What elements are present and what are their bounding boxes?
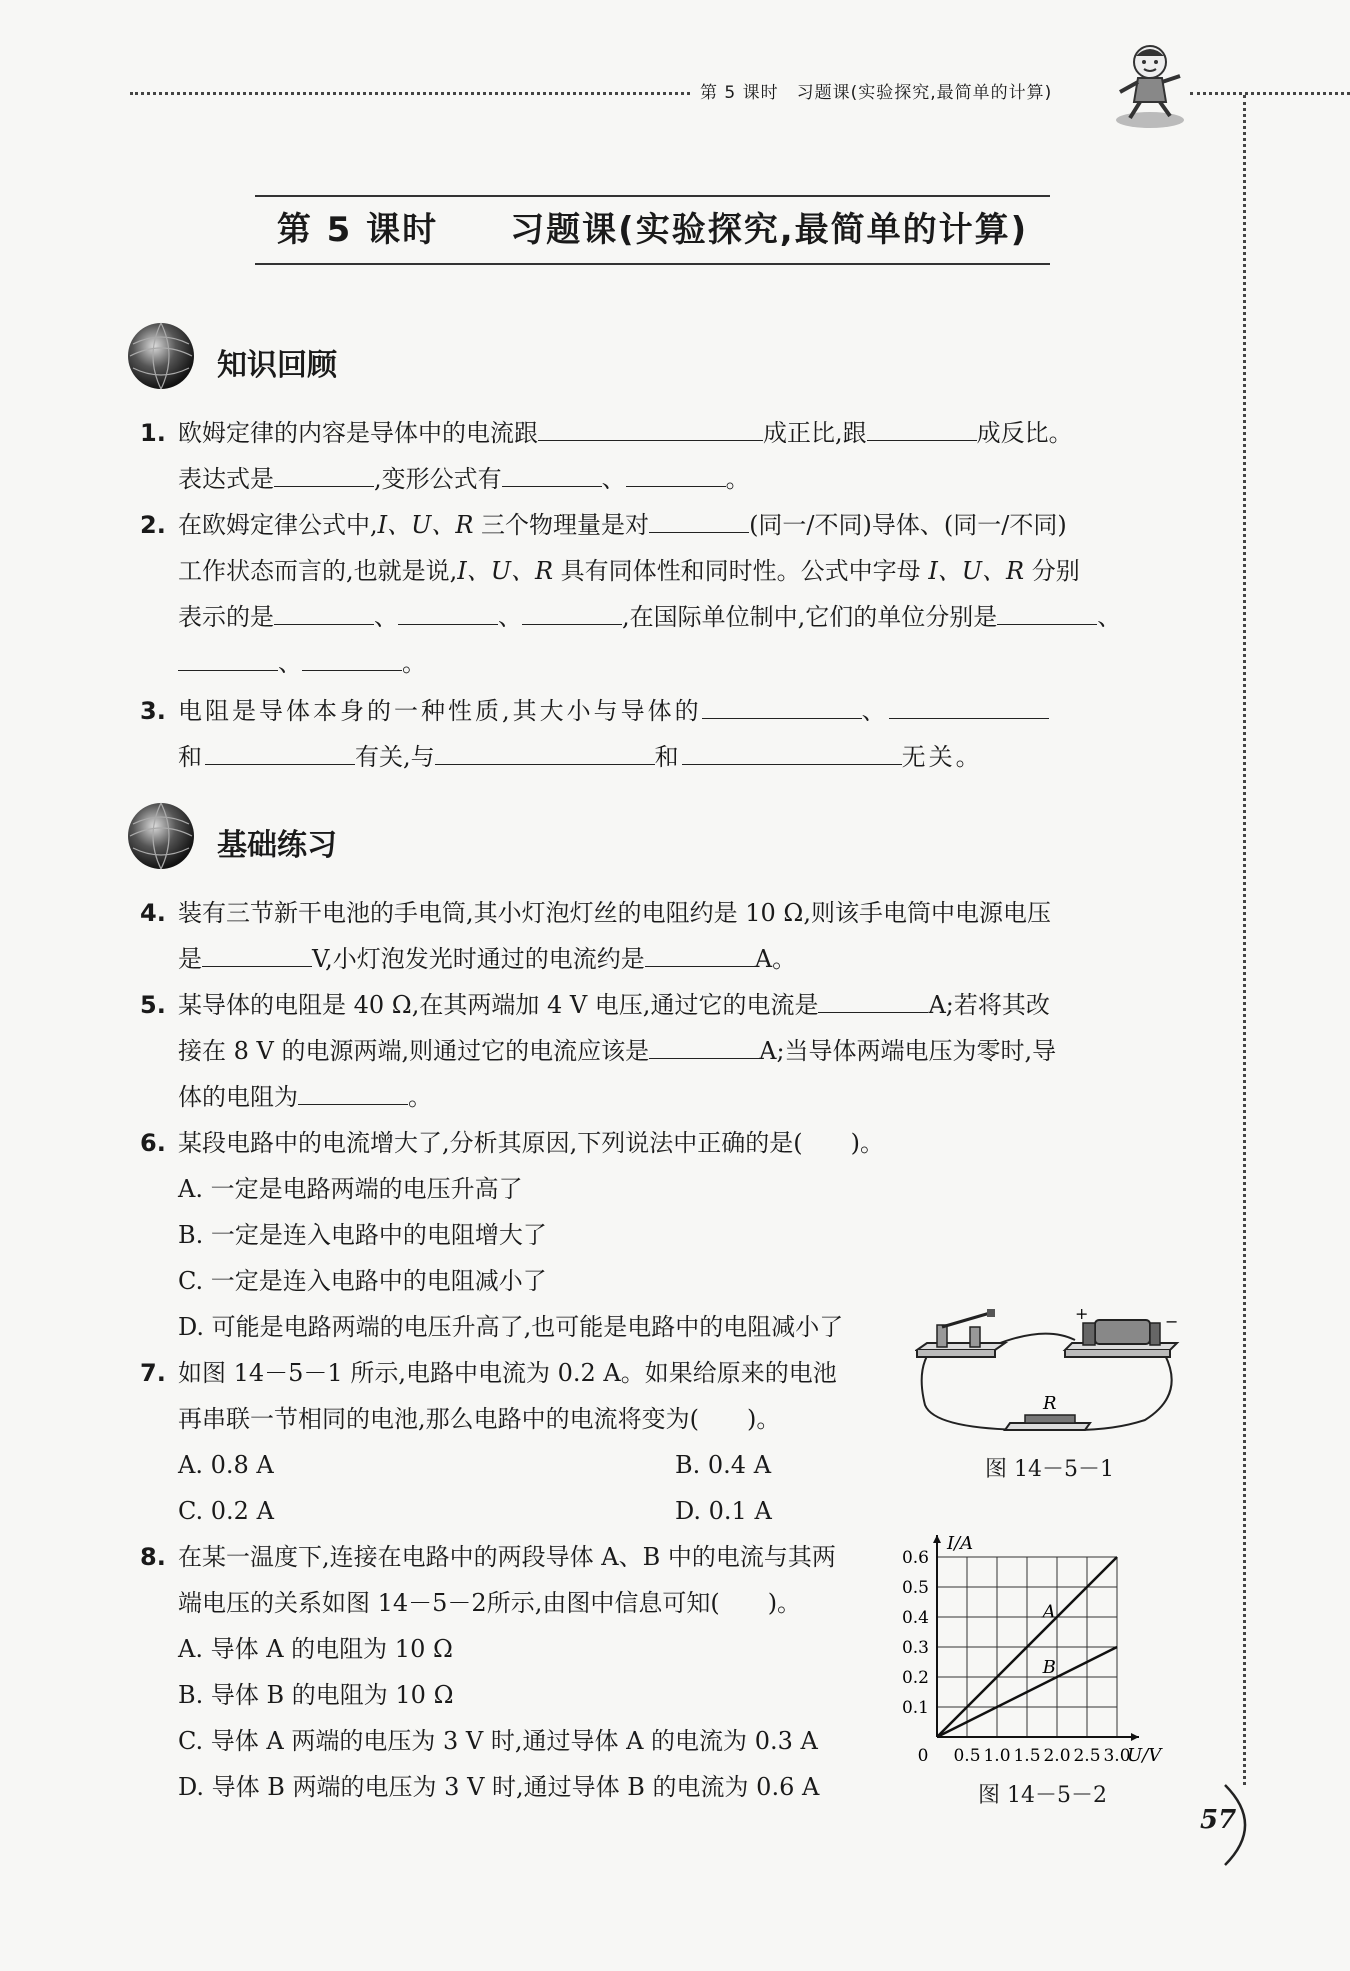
question-number: 2. — [140, 511, 166, 539]
answer-blank[interactable] — [178, 640, 278, 671]
question-text: 无关。 — [901, 743, 983, 771]
option-6c[interactable]: C. 一定是连入电路中的电阻减小了 — [178, 1267, 547, 1295]
answer-blank[interactable] — [867, 410, 977, 441]
option-6d[interactable]: D. 可能是电路两端的电压升高了,也可能是电路中的电阻减小了 — [178, 1313, 844, 1341]
question-text: 。 — [725, 465, 750, 493]
origin-label: 0 — [917, 1746, 929, 1766]
question-5 — [140, 982, 1180, 1120]
y-tick-label: 0.1 — [901, 1698, 929, 1718]
question-text: 某导体的电阻是 40 Ω,在其两端加 4 V 电压,通过它的电流是 — [178, 991, 819, 1019]
option-7d[interactable]: D. 0.1 A — [675, 1497, 772, 1525]
question-6 — [140, 1120, 1180, 1166]
mascot-icon — [1110, 40, 1190, 130]
x-tick-label: 0.5 — [953, 1746, 981, 1766]
answer-blank[interactable] — [889, 688, 1049, 719]
answer-blank[interactable] — [649, 1028, 759, 1059]
question-text: 、 — [278, 649, 302, 677]
question-4 — [140, 890, 1180, 982]
question-text: 分别 — [1024, 557, 1080, 585]
question-number: 7. — [140, 1359, 166, 1387]
y-tick-label: 0.6 — [901, 1548, 929, 1568]
lesson-title: 第 5 课时 习题课(实验探究,最简单的计算) — [276, 210, 1029, 250]
option-8c[interactable]: C. 导体 A 两端的电压为 3 V 时,通过导体 A 的电流为 0.3 A — [178, 1727, 818, 1755]
question-8 — [140, 1534, 900, 1626]
question-text: 、 — [498, 603, 522, 631]
question-text: 和 — [178, 743, 205, 771]
answer-blank[interactable] — [274, 456, 374, 487]
answer-blank[interactable] — [522, 594, 622, 625]
answer-blank[interactable] — [274, 594, 374, 625]
answer-blank[interactable] — [818, 982, 928, 1013]
question-text: 表达式是 — [178, 465, 274, 493]
x-tick-label: 1.5 — [1013, 1746, 1041, 1766]
answer-blank[interactable] — [435, 734, 655, 765]
header-dotted-rule-right — [1190, 92, 1350, 95]
battery-plus-label: + — [1075, 1305, 1089, 1323]
question-text: 、 — [861, 697, 889, 725]
question-text: 。 — [402, 649, 426, 677]
header-dotted-rule — [130, 92, 690, 95]
question-text: A;当导体两端电压为零时,导 — [759, 1037, 1057, 1065]
answer-blank[interactable] — [626, 456, 726, 487]
option-7c[interactable]: C. 0.2 A — [178, 1497, 274, 1525]
question-text: 在欧姆定律公式中, — [178, 511, 378, 539]
answer-blank[interactable] — [302, 640, 402, 671]
option-8a[interactable]: A. 导体 A 的电阻为 10 Ω — [178, 1635, 453, 1663]
option-8d[interactable]: D. 导体 B 两端的电压为 3 V 时,通过导体 B 的电流为 0.6 A — [178, 1773, 820, 1801]
series-label-b: B — [1042, 1657, 1056, 1679]
x-axis-label: U/V — [1127, 1745, 1162, 1766]
question-text: 体的电阻为 — [178, 1083, 298, 1111]
x-tick-label: 2.0 — [1043, 1746, 1071, 1766]
question-number: 1. — [140, 419, 166, 447]
question-number: 8. — [140, 1543, 166, 1571]
question-text: 和 — [654, 743, 682, 771]
circuit-diagram — [915, 1305, 1185, 1440]
right-margin-dotted-rule — [1243, 95, 1246, 1785]
answer-blank[interactable] — [538, 410, 763, 441]
current-voltage-chart — [895, 1505, 1195, 1780]
battery-minus-label: − — [1165, 1312, 1179, 1331]
series-label-a: A — [1042, 1601, 1056, 1623]
x-axis-arrow — [1131, 1733, 1139, 1741]
answer-blank[interactable] — [645, 936, 755, 967]
question-text: A。 — [754, 945, 797, 973]
answer-blank[interactable] — [702, 688, 862, 719]
x-tick-label: 1.0 — [983, 1746, 1011, 1766]
question-text: 在某一温度下,连接在电路中的两段导体 A、B 中的电流与其两 — [178, 1543, 836, 1571]
question-text: 表示的是 — [178, 603, 274, 631]
question-text: 具有同体性和同时性。公式中字母 — [553, 557, 929, 585]
question-text: 再串联一节相同的电池,那么电路中的电流将变为( )。 — [178, 1405, 781, 1433]
answer-blank[interactable] — [502, 456, 602, 487]
option-7b[interactable]: B. 0.4 A — [675, 1451, 772, 1479]
option-8b[interactable]: B. 导体 B 的电阻为 10 Ω — [178, 1681, 454, 1709]
question-text: 、 — [601, 465, 626, 493]
question-text: 成反比。 — [976, 419, 1073, 447]
question-number: 4. — [140, 899, 166, 927]
question-text: 成正比,跟 — [763, 419, 867, 447]
question-text: V,小灯泡发光时通过的电流约是 — [312, 945, 645, 973]
option-6a[interactable]: A. 一定是电路两端的电压升高了 — [178, 1175, 523, 1203]
question-text: 有关,与 — [355, 743, 435, 771]
section-title-review: 知识回顾 — [217, 348, 337, 383]
question-number: 6. — [140, 1129, 166, 1157]
question-text: 。 — [408, 1083, 432, 1111]
question-text: 三个物理量是对 — [473, 511, 650, 539]
question-number: 5. — [140, 991, 166, 1019]
x-tick-label: 3.0 — [1103, 1746, 1131, 1766]
figure-caption-1: 图 14－5－1 — [985, 1457, 1114, 1482]
answer-blank[interactable] — [298, 1074, 408, 1105]
question-2 — [140, 502, 1180, 686]
answer-blank[interactable] — [205, 734, 355, 765]
question-text: 电阻是导体本身的一种性质,其大小与导体的 — [178, 697, 702, 725]
y-axis-label: I/A — [947, 1533, 974, 1554]
question-text: ,变形公式有 — [374, 465, 502, 493]
question-1 — [140, 410, 1180, 502]
answer-blank[interactable] — [202, 936, 312, 967]
y-tick-label: 0.4 — [901, 1608, 929, 1628]
question-text: (同一/不同)导体、(同一/不同) — [749, 511, 1067, 539]
question-variables: I、U、R — [928, 557, 1025, 585]
running-header-text: 第 5 课时 习题课(实验探究,最简单的计算) — [700, 83, 1053, 103]
question-3 — [140, 688, 1180, 780]
question-variables: I、U、R — [457, 557, 554, 585]
y-axis-arrow — [933, 1535, 941, 1543]
question-text: 端电压的关系如图 14－5－2所示,由图中信息可知( )。 — [178, 1589, 802, 1617]
running-header — [130, 78, 1240, 108]
globe-icon — [125, 800, 197, 872]
option-7a[interactable]: A. 0.8 A — [178, 1451, 274, 1479]
question-text: 、 — [374, 603, 398, 631]
globe-icon — [125, 320, 197, 392]
option-6b[interactable]: B. 一定是连入电路中的电阻增大了 — [178, 1221, 547, 1249]
answer-blank[interactable] — [682, 734, 902, 765]
x-tick-label: 2.5 — [1073, 1746, 1101, 1766]
question-variables: I、U、R — [377, 511, 474, 539]
question-text: ,在国际单位制中,它们的单位分别是 — [622, 603, 998, 631]
question-text: 、 — [1097, 603, 1122, 631]
lesson-title-box — [255, 195, 1050, 265]
page-number: 57 — [1200, 1805, 1237, 1835]
question-text: 是 — [178, 945, 202, 973]
question-text: 如图 14－5－1 所示,电路中电流为 0.2 A。如果给原来的电池 — [178, 1359, 837, 1387]
section-title-practice: 基础练习 — [217, 828, 337, 863]
question-7 — [140, 1350, 900, 1442]
answer-blank[interactable] — [997, 594, 1097, 625]
answer-blank[interactable] — [398, 594, 498, 625]
question-text: 装有三节新干电池的手电筒,其小灯泡灯丝的电阻约是 10 Ω,则该手电筒中电源电压 — [178, 899, 1051, 927]
question-text: 某段电路中的电流增大了,分析其原因,下列说法中正确的是( )。 — [178, 1129, 884, 1157]
y-tick-label: 0.3 — [901, 1638, 929, 1658]
question-text: 工作状态而言的,也就是说, — [178, 557, 458, 585]
y-tick-label: 0.5 — [901, 1578, 929, 1598]
figure-caption-2: 图 14－5－2 — [978, 1783, 1107, 1808]
resistor-label: R — [1043, 1393, 1057, 1414]
y-tick-label: 0.2 — [901, 1668, 929, 1688]
question-number: 3. — [140, 697, 166, 725]
question-text: 接在 8 V 的电源两端,则通过它的电流应该是 — [178, 1037, 650, 1065]
answer-blank[interactable] — [649, 502, 749, 533]
question-text: A;若将其改 — [928, 991, 1050, 1019]
question-text: 欧姆定律的内容是导体中的电流跟 — [178, 419, 538, 447]
